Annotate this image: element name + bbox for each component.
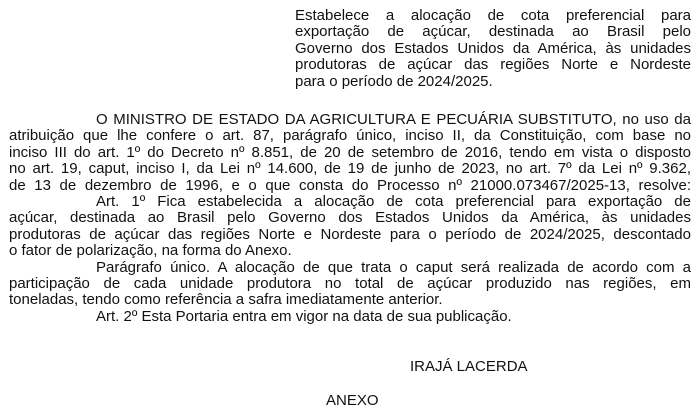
sole-paragraph-line: toneladas, tendo como referência a safra imediatamente anterior. bbox=[9, 291, 443, 309]
ementa-line: exportação de açúcar, destinada ao Brasil pelo bbox=[295, 23, 691, 41]
annex-title: ANEXO bbox=[326, 392, 379, 409]
article-1-line: produtoras de açúcar das regiões Norte e Nordeste para o período de 2024/2025, descontado bbox=[9, 225, 691, 243]
article-2-paragraph bbox=[9, 309, 691, 325]
ementa-line: para o período de 2024/2025. bbox=[295, 72, 493, 90]
preamble-line: O MINISTRO DE ESTADO DA AGRICULTURA E PECUÁRIA SUBSTITUTO, no uso da bbox=[96, 111, 691, 128]
ementa-line: Estabelece a alocação de cota preferencial para bbox=[295, 7, 691, 24]
ementa-line: produtoras de açúcar das regiões Norte e Nordeste bbox=[295, 56, 691, 74]
sole-paragraph-line: participação de cada unidade produtora no total de açúcar produzido nas regiões, em bbox=[9, 275, 691, 293]
article-1-line: o fator de polarização, na forma do Anexo. bbox=[9, 242, 292, 260]
preamble-line: inciso III do art. 1º do Decreto nº 8.851, de 20 de setembro de 2016, tendo em vista o disposto bbox=[9, 143, 691, 161]
document-body bbox=[9, 112, 691, 325]
preamble-line: de 13 de dezembro de 1996, e o que consta do Processo nº 21000.073467/2025-13, resolve: bbox=[9, 176, 691, 194]
article-2-line: Art. 2º Esta Portaria entra em vigor na data de sua publicação. bbox=[96, 307, 512, 325]
ementa-summary bbox=[295, 8, 691, 90]
sole-paragraph-line: Parágrafo único. A alocação de que trata o caput será realizada de acordo com a bbox=[96, 258, 691, 276]
preamble-line: no art. 19, caput, inciso I, da Lei nº 14.600, de 19 de junho de 2023, no art. 7º da Lei nº 9.362, bbox=[9, 160, 691, 178]
preamble-paragraph bbox=[9, 112, 691, 194]
preamble-line: atribuição que lhe confere o art. 87, parágrafo único, inciso II, da Constituição, com base no bbox=[9, 127, 691, 145]
sole-paragraph bbox=[9, 260, 691, 309]
article-1-paragraph bbox=[9, 194, 691, 260]
article-1-line: açúcar, destinada ao Brasil pelo Governo dos Estados Unidos da América, às unidades bbox=[9, 209, 691, 227]
signatory-name: IRAJÁ LACERDA bbox=[410, 358, 528, 375]
article-1-line: Art. 1º Fica estabelecida a alocação de cota preferencial para exportação de bbox=[96, 193, 691, 211]
ementa-line: Governo dos Estados Unidos da América, às unidades bbox=[295, 39, 691, 57]
